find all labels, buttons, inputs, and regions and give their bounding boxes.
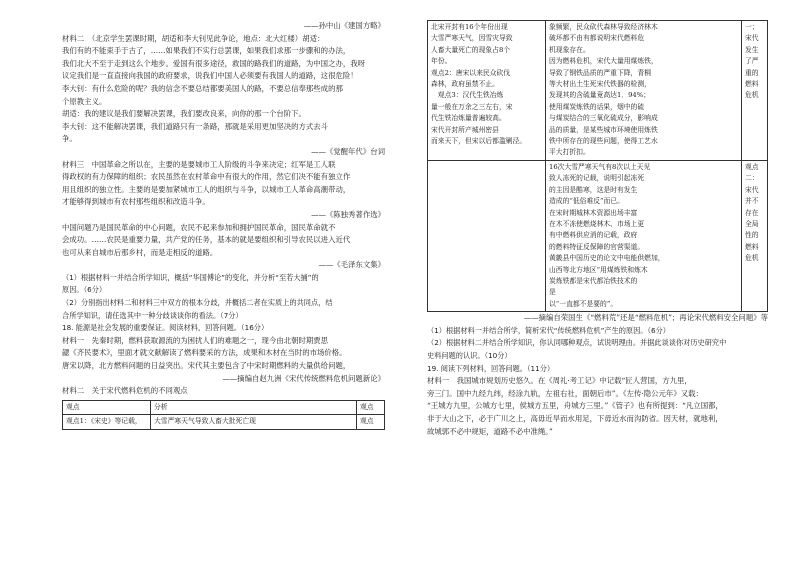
text-line: 旁三门。国中九经九纬，经涂九轨，左祖右社，面朝后市”。《左传·隐公元年》又载：	[427, 388, 703, 398]
source-citation: ——摘编自荣国生《“燃料荒”还是“燃料危机”；再论宋代燃料安全问题》等	[523, 313, 768, 323]
cell-line: 破坏都不由有都说明宋代燃料危	[549, 34, 645, 43]
table-row	[63, 415, 385, 429]
text-line: 会成功。……农民是重要力量，共产党的任务，基本的就是要组织和引导农民以进入近代	[62, 235, 351, 245]
cell-line: 并不	[745, 197, 759, 206]
text-line: 用且组织的独立性。主要的是要加紧城市工人的组织与斗争，以城市工人革命高潮带动，	[62, 184, 351, 194]
cell-line: 发现其的含硫量竟高达1．94%；	[549, 91, 650, 100]
table-header-row	[63, 400, 385, 414]
table-cell: 观点1：《宋史》等记载，	[63, 415, 151, 429]
text-line: 争。	[62, 134, 77, 144]
table-cell-right	[742, 21, 768, 161]
cell-line: 重的	[745, 68, 759, 77]
table-cell: 观点	[357, 415, 385, 429]
text-line: 勰《齐民要术》，里面才就文献解读了燃料要采的方法，成果和木材在当时的市场价格。	[62, 348, 347, 358]
table-cell-left	[428, 21, 546, 161]
cell-line: 观点3：汉代生铁冶炼	[431, 91, 504, 100]
text-line: 中国问题乃是国民革命的中心问题，农民不起来参加和拥护国民革命，国民革命就不	[62, 222, 336, 232]
text-line: 故城郭不必中规矩，道路不必中准绳。”	[427, 426, 553, 436]
cell-line: 大雪严寒天气，因雪灾导致	[431, 34, 513, 43]
question-line: （1）根据材料一并结合所学知识，概括“华国傅论”的变化，并分析“至若大捕”的	[62, 272, 319, 282]
text-line: 李大钊：这不能解决罢课，我们道路只有一条路，那就是采用更加坚决的方式去斗	[62, 121, 329, 131]
text-line: 也可从来自城市后那乡村，而是走相反的道路。	[62, 247, 218, 257]
cell-line: 森林，政府虽禁不止。	[431, 80, 499, 89]
cell-line: 燃料	[745, 80, 759, 89]
table-cell-mid	[546, 21, 742, 161]
cell-line: 宋代	[745, 185, 759, 194]
cell-line: 山西等北方地区“用煤炼铁和炼木	[549, 265, 648, 274]
cell-line: 以“一直都不是要的”。	[549, 299, 618, 308]
cell-line: 二：	[745, 174, 759, 183]
cell-line: 发生	[745, 45, 759, 54]
text-line: 李大钊：有什么危险的呢？我的信念不要总结都要美国人的路，不要总信奉那些成的那	[62, 83, 343, 93]
source-citation: ——《觉醒年代》台词	[311, 146, 385, 156]
cell-line: 因为燃料危机，宋代大量用煤炼铁，	[549, 57, 658, 66]
cell-line: 是	[549, 288, 556, 297]
cell-line: 北宋开封有16个年份出现	[431, 23, 508, 31]
right-text-block	[427, 312, 768, 438]
source-citation: ——摘编自赵九洲《宋代传统燃料危机问题新论》	[222, 373, 385, 383]
text-line: 材料二 （北京学生罢课时期，胡适和李大钊见此争论，地点：北大红楼）胡适：	[62, 33, 325, 43]
cell-line: 量一般在万余之三左右，宋	[431, 102, 513, 111]
material-table-viewpoints	[62, 400, 385, 430]
cell-line: 炭炼铁都是宋代都冶铁技术的	[549, 276, 638, 285]
cell-line: 危机	[745, 91, 759, 100]
cell-line: 宋代	[745, 34, 759, 43]
cell-line: 造成的“低俗难反”而已。	[549, 197, 624, 206]
question-line: 合所学知识，请任选其中一种分歧谈谈你的看法。（7分）	[62, 310, 243, 320]
source-citation: ——《毛泽东文集》	[318, 260, 385, 270]
cell-line: 燃料	[745, 242, 759, 251]
table-cell-left	[428, 160, 546, 311]
text-line: 胡适：我的建议是我们要解决罢课，我们要改良来，向你的那一个台阶下。	[62, 109, 306, 119]
cell-line: 品的质量，是某些城市环境使用炼铁	[549, 125, 658, 134]
cell-line: 铁中所存在的现些问题，使得工艺水	[549, 137, 658, 146]
cell-line: 与煤炭结合的三氧化硫成分，影响成	[549, 114, 658, 123]
text-line: 材料三 中国革命之所以在，主要的是要城市工人阶级的斗争来决定；红军是工人联	[62, 159, 336, 169]
text-line: 才能够得到城市有农村那些组织和改造斗争。	[62, 197, 210, 207]
table-cell-right	[742, 160, 768, 311]
cell-line: 观点2：唐宋以来民众砍伐	[431, 68, 511, 77]
cell-line: 代生铁冶炼量普遍较高。	[431, 114, 506, 123]
text-line: 唐宋以降，北方燃料问题的日益突出。宋代其主要包含了中宋时期燃料的大量供给问题，	[62, 361, 351, 371]
text-line: 议定我们是一直直接向我国的政府要求，说我们中国人必须要有我国人的道路，这很危险！	[62, 71, 358, 81]
cell-line: 的燃料特征反保障的官营渠道。	[549, 242, 645, 251]
cell-line: 全局	[745, 219, 759, 228]
table-cell: 大雪严寒天气导致人畜大批死亡现	[151, 415, 357, 429]
cell-line: 使用煤炭炼铁的话果，烟中的硫	[549, 102, 645, 111]
text-line: “王城方九里，公城方七里，侯城方五里，舟城方三里。”《管子》也有所提到：“凡立国都，	[427, 401, 723, 411]
question-line: 原因。（6分）	[62, 285, 107, 295]
cell-line: 而来天下，但宋以后都滥剿泾。	[431, 137, 527, 146]
table-row	[428, 160, 768, 311]
question-line: 19. 阅读下列材料，回答问题。（11分）	[427, 363, 555, 373]
cell-line: 的主因是酷寒，这是时有发生	[549, 185, 638, 194]
left-text-block	[62, 20, 385, 398]
cell-line: 危机	[745, 254, 759, 263]
question-line: （2）根据材料二并结合所学知识，你认同哪种观点，试说明理由。并据此谈谈你对历史研究中	[427, 338, 727, 348]
question-line: （1）根据材料一并结合所学，简析宋代“传统燃料危机”产生的原因。（6分）	[427, 325, 670, 335]
question-line: （2）分别指出材料二和材料三中双方的根本分歧，并概括二者在实质上的共同点，结	[62, 298, 333, 308]
cell-line: 16次大雪严寒天气有8次以上天见	[549, 162, 651, 171]
cell-line: 平大打折扣。	[549, 148, 590, 157]
right-page	[397, 0, 794, 562]
cell-line: 导致了钢铁品质的严重下降，青桐	[549, 68, 651, 77]
cell-line: 性的	[745, 231, 759, 240]
table-row	[428, 21, 768, 161]
table-header-cell: 观点	[63, 400, 151, 414]
table-cell-mid	[546, 160, 742, 311]
cell-line: 等大材出土生死宋代铁器的检测，	[549, 80, 651, 89]
cell-line: 年份。	[431, 57, 452, 66]
cell-line: 象频繁，民众砍代森林导致经济林木	[549, 23, 658, 31]
question-line: 史料问题的认识。（10分）	[427, 350, 512, 360]
cell-line: 观点	[745, 162, 759, 171]
cell-line: 有中燃料供应消的记载，政府	[549, 231, 638, 240]
text-line: 材料一 我国城市规划历史悠久。在《周礼·考工记》中记载“匠人营国，方九里，	[427, 376, 692, 386]
question-line: 18. 能源是社会发展的重要保证。阅读材料，回答问题。（16分）	[62, 323, 269, 333]
cell-line: 存在	[745, 208, 759, 217]
cell-line: 机现象存在。	[549, 45, 590, 54]
text-line: 个原教主义。	[62, 96, 107, 106]
text-line: 材料一 先秦时期，燃料获取源流的为困扰人们的难题之一，现今由北朝时期贾思	[62, 335, 329, 345]
cell-line: 致人冻死的记载，说明引起冻死	[549, 174, 645, 183]
cell-line: 在木不冻使燃烧林木、市场上更	[549, 219, 645, 228]
source-citation: ——孙中山《建国方略》	[303, 21, 385, 30]
cell-line: 黄畿县中国历史的论文中电能供燃加，	[549, 254, 665, 263]
cell-line: 宋代开封所产城州密县	[431, 125, 499, 134]
text-line: 得政权的有力保障的组织；农民虽然在农村革命中有很大的作用，然它们决不能有独立作	[62, 172, 351, 182]
material-table-continued	[427, 20, 768, 312]
text-line: 非于大山之下，必于广川之上，高毋近旱而水用足，下毋近水而沟防省。因天材，就地利，	[427, 413, 723, 423]
text-line: 我们有的不能束手于古了，……如果我们不实行总罢课，如果我们求那一步骤和的办法，	[62, 46, 351, 56]
table-header-cell: 观点	[357, 400, 385, 414]
cell-line: 人畜大量死亡的现象占8个	[431, 45, 511, 54]
cell-line: 在宋时期城林木资源出场丰富	[549, 208, 638, 217]
text-line: 我们北大不至于走到这么个地步。爱国有很多途径，救国的路我们的道路，为中国之办，我呀	[62, 58, 366, 68]
cell-line: 一；	[745, 23, 759, 31]
text-line: 材料二 关于宋代燃料危机的不同观点	[62, 386, 188, 396]
table-header-cell: 分析	[151, 400, 357, 414]
cell-line: 了严	[745, 57, 759, 66]
source-citation: ——《陈独秀著作选》	[311, 209, 385, 219]
